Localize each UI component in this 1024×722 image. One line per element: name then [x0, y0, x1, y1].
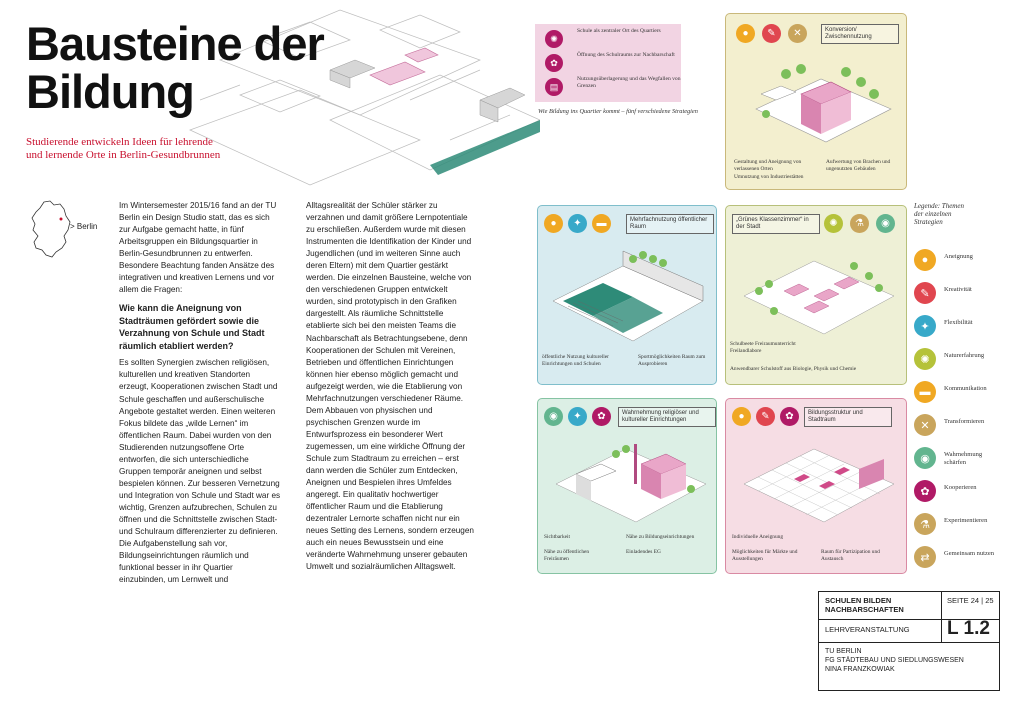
card-konversion: Konversion/ Zwischennutzung ● ✎ ✕ Gestaltung und Aneignung von verlassenen Orten Aufwertung von Brachen und ungenutzten Gebäuden Umnutzung von Industriestätten [725, 13, 907, 190]
legend-item-experimentieren: ⚗ Experimentieren [914, 511, 1014, 539]
lightbulb-icon: ✺ [545, 30, 563, 48]
mehrfachnutzung-illustration [543, 241, 711, 351]
palette-icon: ✎ [914, 282, 936, 304]
divider [941, 592, 942, 642]
wahrnehmung-illustration [546, 434, 711, 529]
legend-item-naturerfahrung: ✺ Naturerfahrung [914, 346, 1014, 374]
card-wahrnehmung: Wahrnehmung religiöser und kultureller Einrichtungen ◉ ✦ ✿ Sichtbarkeit Nähe zu Bildungseinrichtungen Nähe zu öffentlichen Freiräumen Einladendes EG [537, 398, 717, 574]
legend-item-flexibilitaet: ✦ Flexibilität [914, 313, 1014, 341]
credit-text: TU BERLIN FG STÄDTEBAU UND SIEDLUNGSWESEN NINA FRANZKOWIAK [825, 648, 964, 673]
germany-map-outline [30, 200, 72, 258]
person-icon: ● [732, 407, 751, 426]
page-number: SEITE 24 | 25 [947, 596, 994, 605]
person-icon: ● [736, 24, 755, 43]
text-column-2 [306, 200, 474, 573]
subtitle: Studierende entwickeln Ideen für lehrende und lernende Orte in Berlin-Gesundbrunnen [26, 136, 221, 161]
lightbulb-icon: ✺ [824, 214, 843, 233]
share-icon: ⇄ [914, 546, 936, 568]
eye-icon: ◉ [544, 407, 563, 426]
card-label: Wahrnehmung religiöser und kultureller Einrichtungen [618, 407, 716, 427]
intro-paragraph: Im Wintersemester 2015/16 fand an der TU Berlin ein Design Studio statt, das es sich zur Aufgabe gemacht hatte, in fünf Arbeitsgruppen ein Bildungsquartier in Berlin-Gesundbrunnen zu entwerfen. Besondere Beachtung fanden Ansätze des integrativen und kreativen Lernens und vor allem die Fragen: [119, 201, 277, 295]
people-icon: ✿ [545, 54, 563, 72]
person-icon: ● [544, 214, 563, 233]
eye-icon: ◉ [876, 214, 895, 233]
course-type: LEHRVERANSTALTUNG [825, 625, 910, 634]
card-label: Mehrfachnutzung öffentlicher Raum [626, 214, 714, 234]
legend-item-wahrnehmung: ◉ Wahrnehmung schärfen [914, 445, 1014, 473]
legend-item-transformieren: ✕ Transformieren [914, 412, 1014, 440]
flask-icon: ⚗ [850, 214, 869, 233]
eye-icon: ◉ [914, 447, 936, 469]
question-heading: Wie kann die Aneignung von Stadträumen gefördert sowie die Verzahnung von Schule und Stadt räumlich etabliert werden? [119, 303, 265, 351]
legend-item-kreativitaet: ✎ Kreativität [914, 280, 1014, 308]
layers-icon: ▤ [545, 78, 563, 96]
palette-icon: ✎ [756, 407, 775, 426]
legend-title: Legende: Themen der einzelnen Strategien [914, 202, 964, 226]
legend-item-aneignung: ● Aneignung [914, 247, 1014, 275]
people-icon: ✿ [592, 407, 611, 426]
tools-icon: ✕ [914, 414, 936, 436]
strategy-item: ✿ Öffnung des Schulraums zur Nachbarschaft [545, 52, 675, 76]
puzzle-icon: ✦ [568, 407, 587, 426]
speech-icon: ▬ [914, 381, 936, 403]
berlin-label: > Berlin [70, 222, 98, 231]
text-column-1 [119, 200, 281, 586]
card-label: „Grünes Klassenzimmer“ in der Stadt [732, 214, 820, 234]
people-icon: ✿ [780, 407, 799, 426]
divider [819, 642, 999, 643]
body-paragraph: Es sollten Synergien zwischen religiösen, kulturellen und kreativen Standorten erzeugt, Kooperationen zwischen Stadt und Schule geschaffen und außerschulische Angebote gestaltet werden. Einen weiteren Fokus bildete das „wilde Lernen“ im öffentlichen Raum. Dabei wurden von den Studierenden nutzungsoffene Orte entworfen, die sich unterschiedliche Gruppen temporär aneignen und selbst bespielen können. Zur besseren Vernetzung und Integration von Schule und Stadt war es wichtig, Grenzen aufzubrechen, Schulen zu öffnen und die Schnittstelle zwischen Stadt- und Schulraum differenzierter zu definieren. [119, 358, 281, 537]
legend-item-kooperieren: ✿ Kooperieren [914, 478, 1014, 506]
strategy-quote: Wie Bildung ins Quartier kommt – fünf verschiedene Strategien [538, 108, 698, 115]
card-label: Konversion/ Zwischennutzung [821, 24, 899, 44]
people-icon: ✿ [914, 480, 936, 502]
puzzle-icon: ✦ [568, 214, 587, 233]
course-code: L 1.2 [947, 618, 990, 639]
card-mehrfachnutzung: Mehrfachnutzung öffentlicher Raum ● ✦ ▬ öffentliche Nutzung kultureller Einrichtungen und Schulen Sportmöglichkeiten Raum zum Ausprobieren [537, 205, 717, 385]
info-box [818, 591, 1000, 691]
klassenzimmer-illustration [734, 246, 899, 341]
puzzle-icon: ✦ [914, 315, 936, 337]
legend-item-kommunikation: ▬ Kommunikation [914, 379, 1014, 407]
speech-icon: ▬ [592, 214, 611, 233]
tools-icon: ✕ [788, 24, 807, 43]
strategy-item: ▤ Nutzungsüberlagerung und das Wegfallen von Grenzen [545, 76, 675, 100]
strategy-item: ✺ Schule als zentraler Ort des Quartiers [545, 28, 675, 52]
legend-item-gemeinsam-nutzen: ⇄ Gemeinsam nutzen [914, 544, 1014, 572]
card-label: Bildungsstruktur und Stadtraum [804, 407, 892, 427]
lightbulb-icon: ✺ [914, 348, 936, 370]
series-title: SCHULEN BILDEN NACHBARSCHAFTEN [825, 596, 904, 614]
card-bildungsstruktur: Bildungsstruktur und Stadtraum ● ✎ ✿ Individuelle Aneignung Möglichkeiten für Märkte und Ausstellungen Raum für Partizipation und Austausch [725, 398, 907, 574]
person-icon: ● [914, 249, 936, 271]
page-title: Bausteine der Bildung [26, 17, 324, 118]
body-paragraph-2: Die Aufgabenstellung sah vor, Bildungseinrichtungen räumlich und funktional besser in ihr Quartier einzubinden, um Lernwelt und [119, 539, 249, 585]
konversion-illustration [746, 54, 896, 149]
bildungsstruktur-illustration [734, 434, 899, 529]
card-gruenes-klassenzimmer: „Grünes Klassenzimmer“ in der Stadt ✺ ⚗ ◉ Schulbeete Freiraumunterricht Freilandlabore Anwendbarer Schulstoff aus Biologie, Physik und Chemie [725, 205, 907, 385]
body-paragraph-3: Alltagsrealität der Schüler stärker zu verzahnen und damit größere Lernpotentiale zu erschließen. Außerdem wurde mit diesen Instrumenten die Identifikation der Kinder und Jugendlichen (und im weiteren Sinne auch deren Eltern) mit dem Quartier gestärkt werden. Die einzelnen Bausteine, welche von den verschiedenen Gruppen entwickelt wurden, sind prototypisch in den Grafiken dargestellt. Als räumliche Schnittstelle etablierte sich bei den meisten Teams die Nachbarschaft als Betrachtungsebene, denn Kooperationen der Schulen mit Vereinen, Betrieben und öffentlichen Einrichtungen können hier ebenso möglich gemacht und aufgezeigt werden, wie die Etablierung von Mehrfachnutzungen verschiedener Räume. Dem Abbauen von physischen und psychischen Grenzen wurde im Entwurfsprozess ein besonderer Wert zugemessen, um eine wirkliche Öffnung der Schule zum Stadtraum zu erreichen – erst dann werden die Schüler zum Entdecken, Aneignen und Bespielen ihres Umfeldes angeregt. Ein qualitativ hochwertiger öffentlicher Raum und die Etablierung dezentraler Lernorte schaffen nicht nur ein neues Setting des Lernens, sondern erzeugen auch ein neues Bewusstsein und eine veränderte Wahrnehmung unserer gebauten Umwelt und sozialräumlichen Alltagswelt. [306, 201, 474, 572]
flask-icon: ⚗ [914, 513, 936, 535]
palette-icon: ✎ [762, 24, 781, 43]
